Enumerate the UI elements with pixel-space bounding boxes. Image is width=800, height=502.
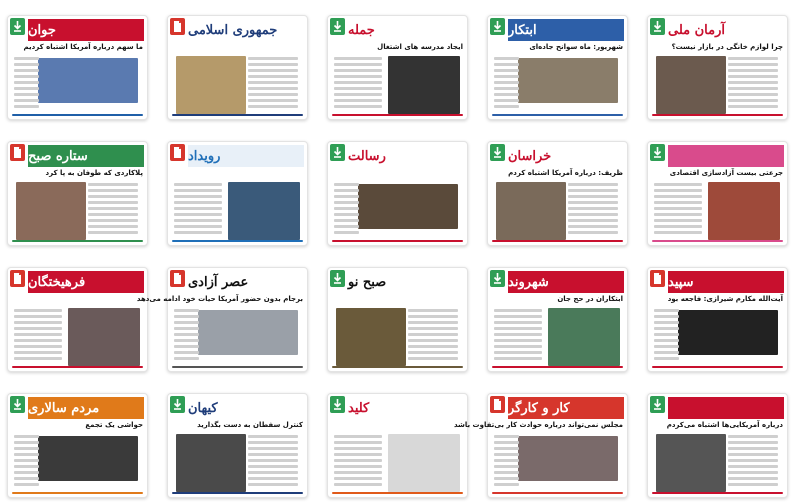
newspaper-headline: ایجاد مدرسه های اشتغال <box>377 43 463 51</box>
newspaper-masthead: ابتکار <box>508 19 624 41</box>
newspaper-card[interactable] <box>327 15 468 120</box>
accent-strip <box>652 114 783 116</box>
accent-strip <box>12 114 143 116</box>
newspaper-headline: ما سهم درباره آمریکا اشتباه کردیم <box>23 43 143 51</box>
pdf-document-icon[interactable] <box>170 144 185 161</box>
download-icon[interactable] <box>10 18 25 35</box>
download-icon[interactable] <box>170 396 185 413</box>
newspaper-card[interactable] <box>647 15 788 120</box>
article-text-columns <box>174 180 301 242</box>
newspaper-headline: ابتکاران در حج جان <box>557 295 623 303</box>
accent-strip <box>492 114 623 116</box>
accent-strip <box>12 492 143 494</box>
accent-strip <box>492 366 623 368</box>
accent-strip <box>332 366 463 368</box>
accent-strip <box>332 240 463 242</box>
download-icon[interactable] <box>330 144 345 161</box>
download-icon[interactable] <box>490 270 505 287</box>
newspaper-masthead: خراسان <box>508 145 624 167</box>
accent-strip <box>172 366 303 368</box>
newspaper-masthead: جوان <box>28 19 144 41</box>
newspaper-card[interactable] <box>647 141 788 246</box>
article-text-columns <box>174 306 301 368</box>
newspaper-headline: مجلس نمی‌تواند درباره حوادث کار بی‌تفاوت باشد <box>453 421 623 429</box>
accent-strip <box>652 492 783 494</box>
accent-strip <box>492 492 623 494</box>
article-text-columns <box>654 180 781 242</box>
accent-strip <box>172 114 303 116</box>
article-text-columns <box>14 432 141 494</box>
accent-strip <box>12 240 143 242</box>
newspaper-card[interactable] <box>647 393 788 498</box>
article-text-columns <box>14 180 141 242</box>
article-text-columns <box>174 432 301 494</box>
newspaper-masthead <box>668 145 784 167</box>
newspaper-card[interactable] <box>487 15 628 120</box>
newspaper-headline: حواشی یک تجمع <box>85 421 143 429</box>
download-icon[interactable] <box>330 270 345 287</box>
newspaper-masthead: کیهان <box>188 397 304 419</box>
article-text-columns <box>334 54 461 116</box>
newspaper-card[interactable] <box>7 15 148 120</box>
newspaper-card[interactable] <box>327 393 468 498</box>
accent-strip <box>12 366 143 368</box>
newspaper-card[interactable] <box>167 141 308 246</box>
article-text-columns <box>334 306 461 368</box>
accent-strip <box>172 492 303 494</box>
newspaper-masthead: آرمان ملی <box>668 19 784 41</box>
newspaper-masthead: ستاره صبح <box>28 145 144 167</box>
newspaper-card[interactable] <box>327 141 468 246</box>
pdf-document-icon[interactable] <box>490 396 505 413</box>
download-icon[interactable] <box>650 144 665 161</box>
newspaper-card[interactable] <box>7 393 148 498</box>
download-icon[interactable] <box>10 396 25 413</box>
article-text-columns <box>494 54 621 116</box>
newspaper-masthead: کار و کارگر <box>508 397 624 419</box>
pdf-document-icon[interactable] <box>10 144 25 161</box>
newspaper-headline: برجام بدون حضور آمریکا حیات خود ادامه می‌دهد <box>136 295 303 303</box>
newspaper-masthead: رویداد <box>188 145 304 167</box>
download-icon[interactable] <box>650 396 665 413</box>
download-icon[interactable] <box>330 396 345 413</box>
accent-strip <box>492 240 623 242</box>
article-text-columns <box>654 306 781 368</box>
article-text-columns <box>174 54 301 116</box>
newspaper-headline: چرا لوازم خانگی در بازار نیست؟ <box>671 43 783 51</box>
article-text-columns <box>14 306 141 368</box>
newspaper-card[interactable] <box>647 267 788 372</box>
newspaper-card[interactable] <box>487 141 628 246</box>
newspaper-headline: شهریور: ماه سوانح جاده‌ای <box>529 43 623 51</box>
newspaper-card[interactable] <box>167 393 308 498</box>
download-icon[interactable] <box>490 18 505 35</box>
newspaper-headline: پلاکاردی که طوفان به پا کرد <box>45 169 143 177</box>
newspaper-card[interactable] <box>453 393 628 498</box>
download-icon[interactable] <box>490 144 505 161</box>
article-text-columns <box>654 432 781 494</box>
newspaper-masthead: جمله <box>348 19 464 41</box>
pdf-document-icon[interactable] <box>650 270 665 287</box>
accent-strip <box>172 240 303 242</box>
newspaper-card[interactable] <box>7 141 148 246</box>
newspaper-masthead: رسالت <box>348 145 464 167</box>
pdf-document-icon[interactable] <box>10 270 25 287</box>
newspaper-masthead <box>668 397 784 419</box>
article-text-columns <box>14 54 141 116</box>
pdf-document-icon[interactable] <box>170 270 185 287</box>
newspaper-masthead: مردم سالاری <box>28 397 144 419</box>
newspaper-card[interactable] <box>167 15 308 120</box>
newspaper-masthead: فرهیختگان <box>28 271 144 293</box>
article-text-columns <box>334 180 461 242</box>
newspaper-masthead: کلید <box>348 397 464 419</box>
newspaper-masthead: عصر آزادی <box>188 271 304 293</box>
article-text-columns <box>494 180 621 242</box>
accent-strip <box>652 240 783 242</box>
accent-strip <box>332 114 463 116</box>
accent-strip <box>652 366 783 368</box>
article-text-columns <box>334 432 461 494</box>
pdf-document-icon[interactable] <box>170 18 185 35</box>
newspaper-masthead: شهروند <box>508 271 624 293</box>
newspaper-masthead: جمهوری اسلامی <box>188 19 304 41</box>
newspaper-card[interactable] <box>327 267 468 372</box>
newspaper-headline: کنترل سفطان به دست بگذارید <box>197 421 303 429</box>
newspaper-card[interactable] <box>7 267 148 372</box>
newspaper-card[interactable] <box>487 267 628 372</box>
article-text-columns <box>654 54 781 116</box>
accent-strip <box>332 492 463 494</box>
newspaper-headline: درباره آمریکایی‌ها اشتباه می‌کردم <box>666 421 783 429</box>
newspaper-masthead: سپید <box>668 271 784 293</box>
download-icon[interactable] <box>330 18 345 35</box>
newspaper-headline: آیت‌الله مکارم شیرازی: فاجعه بود <box>667 295 783 303</box>
newspaper-headline: ظریف: درباره آمریکا اشتباه کردم <box>508 169 623 177</box>
article-text-columns <box>494 432 621 494</box>
newspaper-masthead: صبح نو <box>348 271 464 293</box>
newspaper-card[interactable] <box>136 267 308 372</box>
article-text-columns <box>494 306 621 368</box>
download-icon[interactable] <box>650 18 665 35</box>
newspaper-headline: جرعتی بیست آزادسازی اقتصادی <box>669 169 783 177</box>
